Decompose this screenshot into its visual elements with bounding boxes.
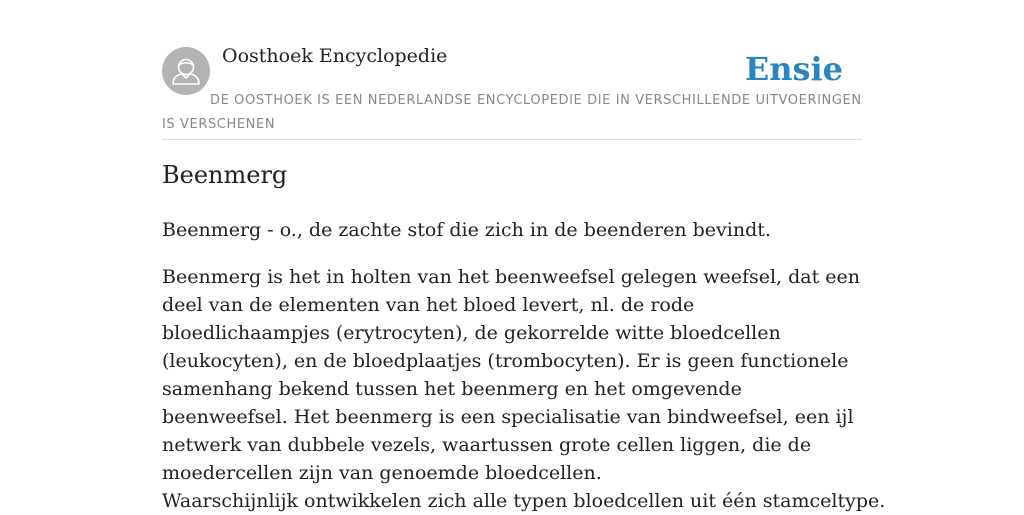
site-tagline: DE OOSTHOEK IS EEN NEDERLANDSE ENCYCLOPEDIE DIE IN VERSCHILLENDE UITVOERINGEN IS VERSCHENEN [162,93,862,132]
page-container [162,0,886,512]
article-paragraph-1: Beenmerg is het in holten van het beenweefsel gelegen weefsel, dat een deel van de elementen van het bloed levert, nl. de rode bloedlichaampjes (erytrocyten), de gekorrelde witte bloedcellen (leukocyten), en de bloedplaatjes (trombocyten). Er is geen functionele samenhang bekend tussen het beenmerg en het omgevende beenweefsel. Het beenmerg is een specialisatie van bindweefsel, een ijl netwerk van dubbele vezels, waartussen grote cellen liggen, die de moedercellen zijn van genoemde bloedcellen. [162,266,861,484]
article-title: Beenmerg [162,161,288,189]
brand-logo-link[interactable]: Ensie [744,50,843,88]
user-silhouette-icon [162,47,210,95]
article-summary: Beenmerg - o., de zachte stof die zich in de beenderen bevindt. [162,219,771,241]
site-title[interactable]: Oosthoek Encyclopedie [222,45,448,67]
site-header [162,0,862,140]
article-paragraph-2: Waarschijnlijk ontwikkelen zich alle typen bloedcellen uit één stamceltype. [162,490,886,512]
user-avatar-icon[interactable] [162,47,210,95]
